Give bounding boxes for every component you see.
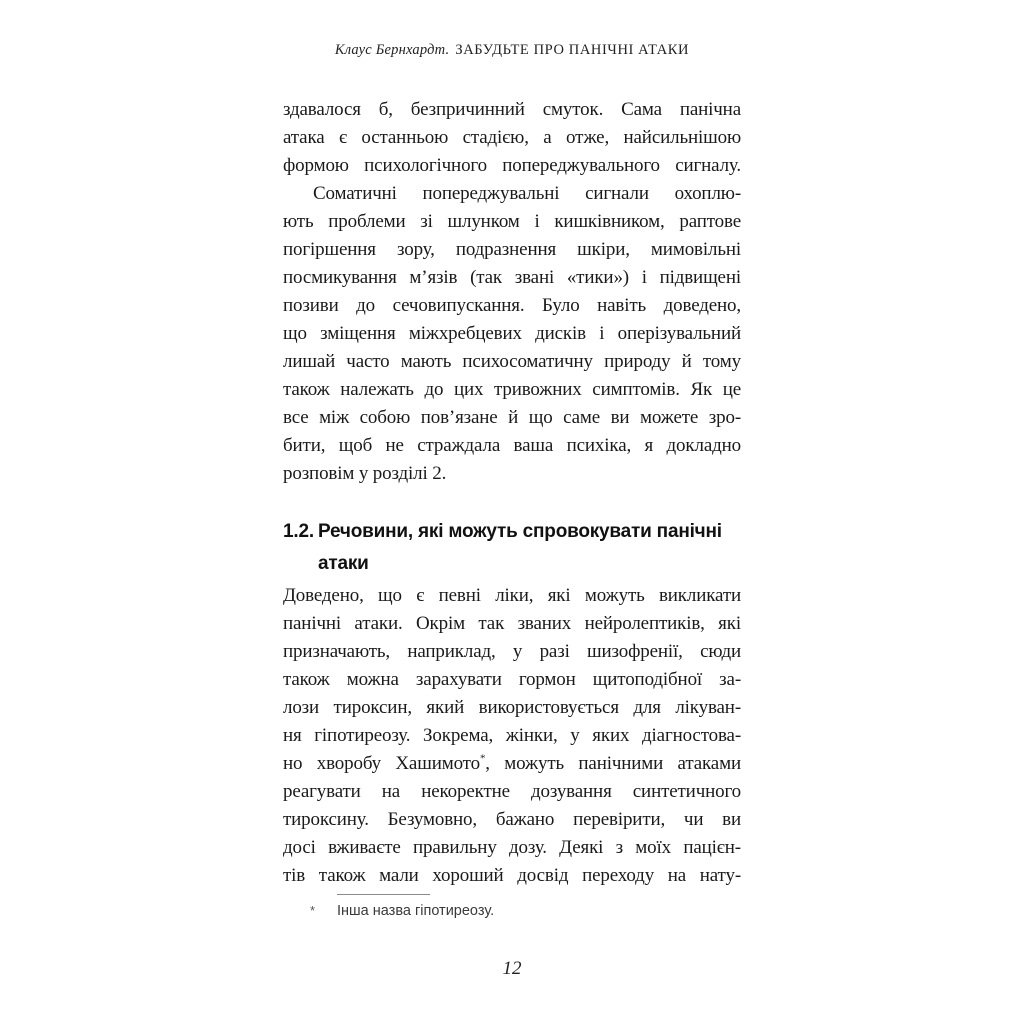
- paragraph-line: ють проблеми зі шлунком і кишківником, раптове: [283, 211, 741, 232]
- paragraph-line: реагувати на некоректне дозування синтетичного: [283, 781, 741, 802]
- paragraph-line: тироксину. Безумовно, бажано перевірити, чи ви: [283, 809, 741, 830]
- paragraph-line: розповім у розділі 2.: [283, 463, 447, 484]
- page-number: 12: [502, 958, 522, 979]
- footnote-text: Інша назва гіпотиреозу.: [337, 903, 495, 919]
- paragraph: [283, 582, 741, 890]
- paragraph-line: лишай часто мають психосоматичну природу й тому: [283, 351, 741, 372]
- paragraph-line: все між собою пов’язане й що саме ви можете зро-: [283, 407, 741, 428]
- footnote-line: [283, 903, 741, 919]
- footnote-marker: *: [310, 903, 316, 918]
- paragraph-line: атака є останньою стадією, а отже, найсильнішою: [283, 127, 741, 148]
- paragraph-line: но хворобу Хашимото*, можуть панічними атаками: [283, 752, 741, 774]
- paragraph-line: призначають, наприклад, у разі шизофренії, сюди: [283, 641, 741, 662]
- section-heading-line: атаки: [318, 553, 369, 574]
- paragraph-line: формою психологічного попереджувального сигналу.: [283, 155, 741, 176]
- section-heading-line: Речовини, які можуть спровокувати панічні: [318, 521, 722, 542]
- paragraph-line: що зміщення міжхребцевих дисків і оперізувальний: [283, 323, 741, 344]
- footnote-separator-rule: [337, 894, 430, 895]
- paragraph-line: досі вживаєте правильну дозу. Деякі з моїх пацієн-: [283, 837, 741, 858]
- paragraph-line: також можна зарахувати гормон щитоподібної за-: [283, 669, 741, 690]
- paragraph-line: також належать до цих тривожних симптомів. Як це: [283, 379, 741, 400]
- paragraph-line: Доведено, що є певні ліки, які можуть викликати: [283, 585, 741, 606]
- paragraph-line: панічні атаки. Окрім так званих нейролептиків, які: [283, 613, 741, 634]
- paragraph-line: лози тироксин, який використовується для лікуван-: [283, 697, 741, 718]
- paragraph-line: ня гіпотиреозу. Зокрема, жінки, у яких діагностова-: [283, 725, 741, 746]
- paragraph: [283, 96, 741, 180]
- paragraph-line: позиви до сечовипускання. Було навіть доведено,: [283, 295, 741, 316]
- body-text-column: [283, 96, 741, 890]
- running-head: [0, 42, 1024, 59]
- paragraph-line: бити, щоб не страждала ваша психіка, я докладно: [283, 435, 741, 456]
- section-heading-number: 1.2.: [283, 521, 314, 542]
- running-head-author: Клаус Бернхардт.: [334, 42, 450, 58]
- paragraph-line: посмикування м’язів (так звані «тики») і підвищені: [283, 267, 741, 288]
- paragraph-line: погіршення зору, подразнення шкіри, мимовільні: [283, 239, 741, 260]
- paragraph-line: здавалося б, безпричинний смуток. Сама панічна: [283, 99, 741, 120]
- paragraph-line: тів також мали хороший досвід переходу на нату-: [283, 865, 741, 886]
- footnote: [283, 894, 741, 919]
- footnote-ref: *: [479, 752, 486, 765]
- paragraph: [283, 180, 741, 488]
- paragraph-line: Соматичні попереджувальні сигнали охоплю-: [313, 183, 741, 204]
- running-head-title: ЗАБУДЬТЕ ПРО ПАНІЧНІ АТАКИ: [455, 42, 690, 58]
- section-heading: [283, 516, 741, 580]
